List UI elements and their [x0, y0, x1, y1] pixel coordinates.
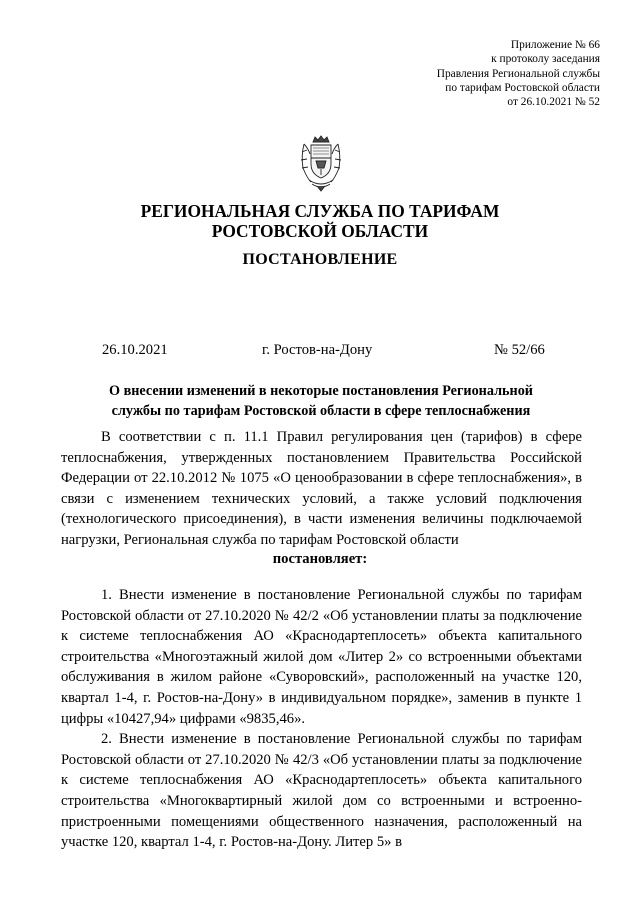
annex-note — [437, 38, 600, 109]
resolves-heading: постановляет: — [272, 551, 368, 567]
organization-title — [0, 201, 640, 241]
preamble-paragraph: В соответствии с п. 11.1 Правил регулирования цен (тарифов) в сфере теплоснабжения, утвержденных постановлением Правительства Российской Федерации от 22.10.2012 № 1075 «О ценообразовании в сфере теплоснабжения», в связи с изменением технических условий, а также условий подключения (технологического присоединения), в части изменения величины подключаемой нагрузки, Региональная служба по тарифам Ростовской области — [61, 429, 582, 548]
annex-line: Правления Региональной службы — [436, 67, 600, 80]
annex-line: от 26.10.2021 № 52 — [507, 96, 600, 109]
preamble-section — [61, 427, 582, 551]
resolution-items — [61, 585, 582, 853]
document-date: 26.10.2021 — [102, 342, 168, 358]
document-subject-line: О внесении изменений в некоторые постановления Региональной — [109, 383, 533, 399]
coat-of-arms-icon — [298, 134, 344, 192]
document-type-heading: ПОСТАНОВЛЕНИЕ — [242, 251, 398, 268]
resolution-item: 1. Внести изменение в постановление Региональной службы по тарифам Ростовской области от 27.10.2020 № 42/2 «Об установлении платы за подключение к системе теплоснабжения АО «Краснодартеплосеть» объекта капитального строительства «Многоэтажный жилой дом «Литер 2» со встроенными объектами обслуживания в жилом районе «Суворовский», расположенный на участке 120, квартал 1-4, г. Ростов-на-Дону» в индивидуальном порядке», заменив в пункте 1 цифры «10427,94» цифрами «9835,46». — [61, 587, 582, 727]
document-city: г. Ростов-на-Дону — [262, 342, 373, 358]
organization-title-line: РОСТОВСКОЙ ОБЛАСТИ — [211, 221, 429, 241]
resolution-item: 2. Внести изменение в постановление Региональной службы по тарифам Ростовской области от 27.10.2020 № 42/3 «Об установлении платы за подключение к системе теплоснабжения АО «Краснодартеплосеть» объекта капитального строительства «Многоквартирный жилой дом со встроенными и встроенно-пристроенными помещениями общественного назначения, расположенный на участке 120, квартал 1-4, г. Ростов-на-Дону. Литер 5» в — [61, 731, 582, 851]
document-subject-line: службы по тарифам Ростовской области в сфере теплоснабжения — [111, 403, 531, 419]
organization-title-line: РЕГИОНАЛЬНАЯ СЛУЖБА ПО ТАРИФАМ — [140, 201, 500, 221]
document-subject — [60, 381, 582, 421]
annex-line: к протоколу заседания — [491, 53, 600, 66]
document-number: № 52/66 — [494, 342, 545, 358]
annex-line: Приложение № 66 — [510, 39, 600, 51]
annex-line: по тарифам Ростовской области — [445, 81, 600, 94]
